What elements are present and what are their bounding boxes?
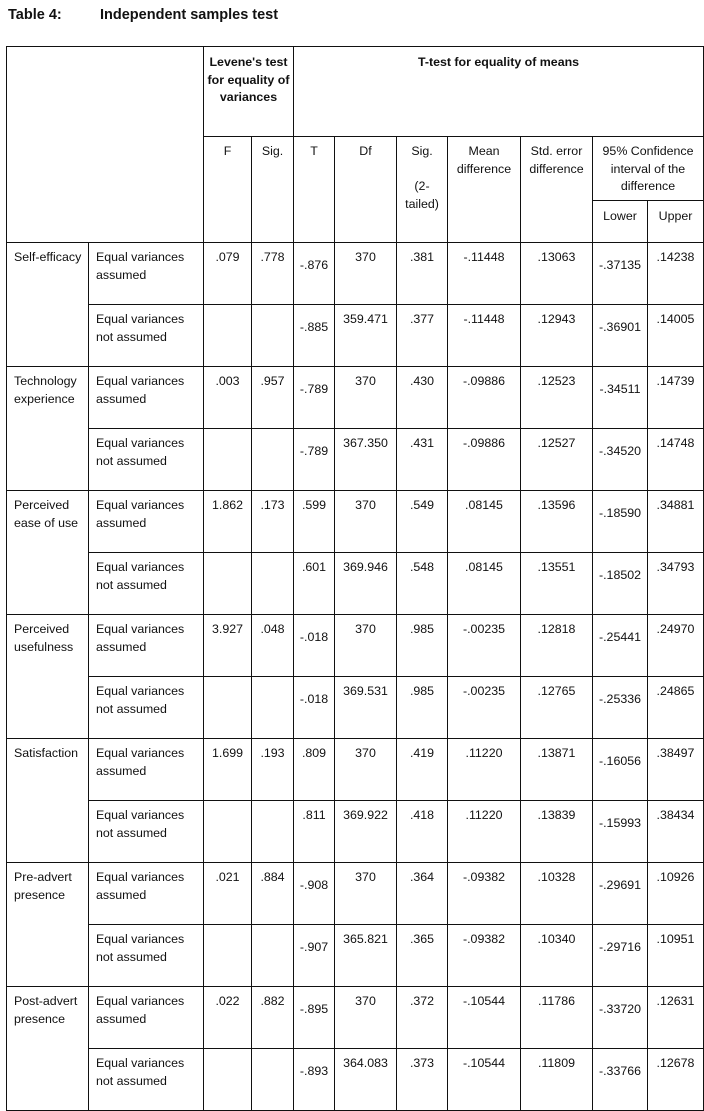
cell-df: 370	[335, 367, 397, 429]
cell-F	[204, 553, 252, 615]
cell-lower: -.29716	[593, 925, 648, 987]
header-sig: Sig.	[252, 137, 294, 243]
cell-t: .601	[294, 553, 335, 615]
cell-sig: .884	[252, 863, 294, 925]
header-levene: Levene's test for equality of variances	[204, 47, 294, 137]
cell-sig2: .418	[397, 801, 448, 863]
variable-name: Satisfaction	[7, 739, 89, 863]
cell-md: -.11448	[448, 243, 521, 305]
cell-sig: .173	[252, 491, 294, 553]
variance-assumption: Equal variances not assumed	[89, 925, 204, 987]
cell-se: .12765	[521, 677, 593, 739]
cell-sig2: .985	[397, 615, 448, 677]
cell-md: .08145	[448, 491, 521, 553]
table-row	[7, 243, 704, 305]
table-caption	[8, 7, 278, 23]
cell-se: .13871	[521, 739, 593, 801]
variable-name: Pre-advert presence	[7, 863, 89, 987]
cell-F	[204, 429, 252, 491]
cell-se: .12523	[521, 367, 593, 429]
cell-sig2: .985	[397, 677, 448, 739]
cell-df: 370	[335, 863, 397, 925]
cell-sig	[252, 925, 294, 987]
cell-upper: .38434	[648, 801, 704, 863]
variance-assumption: Equal variances not assumed	[89, 677, 204, 739]
cell-t: -.876	[294, 243, 335, 305]
cell-md: -.11448	[448, 305, 521, 367]
header-sig-2-line2: (2-tailed)	[405, 179, 439, 211]
table-number: Table 4:	[8, 7, 62, 23]
variance-assumption: Equal variances not assumed	[89, 801, 204, 863]
variance-assumption: Equal variances not assumed	[89, 429, 204, 491]
cell-F: .022	[204, 987, 252, 1049]
table-row	[7, 863, 704, 925]
cell-F: .079	[204, 243, 252, 305]
cell-se: .12818	[521, 615, 593, 677]
cell-F: 3.927	[204, 615, 252, 677]
variance-assumption: Equal variances assumed	[89, 491, 204, 553]
cell-se: .12527	[521, 429, 593, 491]
cell-md: .08145	[448, 553, 521, 615]
cell-sig	[252, 801, 294, 863]
cell-t: .811	[294, 801, 335, 863]
cell-sig: .957	[252, 367, 294, 429]
table-row	[7, 677, 704, 739]
cell-se: .10328	[521, 863, 593, 925]
cell-sig: .048	[252, 615, 294, 677]
cell-lower: -.15993	[593, 801, 648, 863]
cell-lower: -.36901	[593, 305, 648, 367]
cell-sig: .778	[252, 243, 294, 305]
header-sig-2-tailed	[397, 137, 448, 243]
cell-sig2: .372	[397, 987, 448, 1049]
variance-assumption: Equal variances assumed	[89, 863, 204, 925]
cell-md: -.00235	[448, 615, 521, 677]
cell-t: -.789	[294, 367, 335, 429]
cell-df: 370	[335, 615, 397, 677]
variable-name: Self-efficacy	[7, 243, 89, 367]
variance-assumption: Equal variances assumed	[89, 367, 204, 429]
header-df: Df	[335, 137, 397, 243]
cell-sig	[252, 1049, 294, 1111]
table-row	[7, 305, 704, 367]
independent-samples-test-table	[6, 46, 704, 1111]
table-row	[7, 429, 704, 491]
cell-t: -.018	[294, 677, 335, 739]
table-row	[7, 491, 704, 553]
cell-sig2: .373	[397, 1049, 448, 1111]
table-row	[7, 553, 704, 615]
cell-md: -.00235	[448, 677, 521, 739]
cell-sig2: .377	[397, 305, 448, 367]
cell-F	[204, 1049, 252, 1111]
cell-se: .12943	[521, 305, 593, 367]
cell-t: .599	[294, 491, 335, 553]
header-upper: Upper	[648, 201, 704, 243]
cell-lower: -.16056	[593, 739, 648, 801]
cell-md: -.10544	[448, 987, 521, 1049]
cell-upper: .24970	[648, 615, 704, 677]
cell-t: -.895	[294, 987, 335, 1049]
cell-df: 364.083	[335, 1049, 397, 1111]
cell-se: .13839	[521, 801, 593, 863]
cell-df: 369.922	[335, 801, 397, 863]
table-row	[7, 925, 704, 987]
cell-sig2: .431	[397, 429, 448, 491]
cell-df: 365.821	[335, 925, 397, 987]
header-f: F	[204, 137, 252, 243]
header-sig-2-line1: Sig.	[411, 144, 433, 158]
cell-F: .021	[204, 863, 252, 925]
cell-df: 370	[335, 491, 397, 553]
cell-sig2: .381	[397, 243, 448, 305]
table-title: Independent samples test	[100, 7, 279, 23]
cell-md: -.09382	[448, 925, 521, 987]
table-row	[7, 739, 704, 801]
cell-upper: .10951	[648, 925, 704, 987]
variance-assumption: Equal variances not assumed	[89, 1049, 204, 1111]
cell-upper: .34793	[648, 553, 704, 615]
cell-lower: -.18502	[593, 553, 648, 615]
cell-df: 370	[335, 739, 397, 801]
cell-sig2: .364	[397, 863, 448, 925]
variance-assumption: Equal variances assumed	[89, 615, 204, 677]
variance-assumption: Equal variances assumed	[89, 243, 204, 305]
cell-md: -.10544	[448, 1049, 521, 1111]
cell-t: -.908	[294, 863, 335, 925]
cell-upper: .14238	[648, 243, 704, 305]
cell-lower: -.29691	[593, 863, 648, 925]
cell-sig2: .430	[397, 367, 448, 429]
cell-md: .11220	[448, 739, 521, 801]
cell-t: -.907	[294, 925, 335, 987]
cell-se: .11809	[521, 1049, 593, 1111]
variable-name: Post-advert presence	[7, 987, 89, 1111]
variance-assumption: Equal variances not assumed	[89, 305, 204, 367]
cell-lower: -.37135	[593, 243, 648, 305]
cell-sig	[252, 553, 294, 615]
cell-upper: .24865	[648, 677, 704, 739]
cell-df: 370	[335, 987, 397, 1049]
header-mean-difference: Mean difference	[448, 137, 521, 243]
table-row	[7, 1049, 704, 1111]
cell-lower: -.25336	[593, 677, 648, 739]
cell-lower: -.33766	[593, 1049, 648, 1111]
cell-F: .003	[204, 367, 252, 429]
cell-se: .13596	[521, 491, 593, 553]
cell-upper: .14739	[648, 367, 704, 429]
cell-se: .10340	[521, 925, 593, 987]
cell-sig	[252, 305, 294, 367]
cell-df: 369.946	[335, 553, 397, 615]
cell-t: -.018	[294, 615, 335, 677]
cell-lower: -.18590	[593, 491, 648, 553]
variable-name: Perceived usefulness	[7, 615, 89, 739]
cell-t: -.885	[294, 305, 335, 367]
cell-df: 359.471	[335, 305, 397, 367]
cell-F	[204, 305, 252, 367]
cell-F	[204, 677, 252, 739]
cell-upper: .34881	[648, 491, 704, 553]
cell-md: .11220	[448, 801, 521, 863]
cell-sig: .882	[252, 987, 294, 1049]
header-blank	[7, 47, 204, 243]
variance-assumption: Equal variances assumed	[89, 987, 204, 1049]
header-std-error-difference: Std. error difference	[521, 137, 593, 243]
table-row	[7, 987, 704, 1049]
cell-sig: .193	[252, 739, 294, 801]
cell-se: .13063	[521, 243, 593, 305]
cell-sig2: .549	[397, 491, 448, 553]
cell-sig	[252, 429, 294, 491]
cell-F: 1.699	[204, 739, 252, 801]
header-ttest: T-test for equality of means	[294, 47, 704, 137]
cell-upper: .12631	[648, 987, 704, 1049]
variable-name: Perceived ease of use	[7, 491, 89, 615]
header-t: T	[294, 137, 335, 243]
cell-upper: .10926	[648, 863, 704, 925]
cell-t: -.893	[294, 1049, 335, 1111]
cell-F: 1.862	[204, 491, 252, 553]
header-lower: Lower	[593, 201, 648, 243]
cell-lower: -.33720	[593, 987, 648, 1049]
cell-t: .809	[294, 739, 335, 801]
cell-df: 367.350	[335, 429, 397, 491]
variance-assumption: Equal variances not assumed	[89, 553, 204, 615]
cell-md: -.09886	[448, 429, 521, 491]
header-confidence-interval: 95% Confidence interval of the difference	[593, 137, 704, 201]
variable-name: Technology experience	[7, 367, 89, 491]
cell-df: 370	[335, 243, 397, 305]
cell-upper: .38497	[648, 739, 704, 801]
cell-F	[204, 801, 252, 863]
cell-se: .13551	[521, 553, 593, 615]
table-row	[7, 367, 704, 429]
cell-df: 369.531	[335, 677, 397, 739]
cell-sig2: .548	[397, 553, 448, 615]
variance-assumption: Equal variances assumed	[89, 739, 204, 801]
table-body	[7, 243, 704, 1111]
cell-lower: -.25441	[593, 615, 648, 677]
cell-md: -.09382	[448, 863, 521, 925]
cell-sig	[252, 677, 294, 739]
cell-sig2: .419	[397, 739, 448, 801]
cell-md: -.09886	[448, 367, 521, 429]
cell-sig2: .365	[397, 925, 448, 987]
cell-lower: -.34520	[593, 429, 648, 491]
cell-t: -.789	[294, 429, 335, 491]
cell-upper: .14005	[648, 305, 704, 367]
cell-upper: .14748	[648, 429, 704, 491]
cell-upper: .12678	[648, 1049, 704, 1111]
table-row	[7, 801, 704, 863]
cell-se: .11786	[521, 987, 593, 1049]
cell-lower: -.34511	[593, 367, 648, 429]
table-row	[7, 615, 704, 677]
cell-F	[204, 925, 252, 987]
